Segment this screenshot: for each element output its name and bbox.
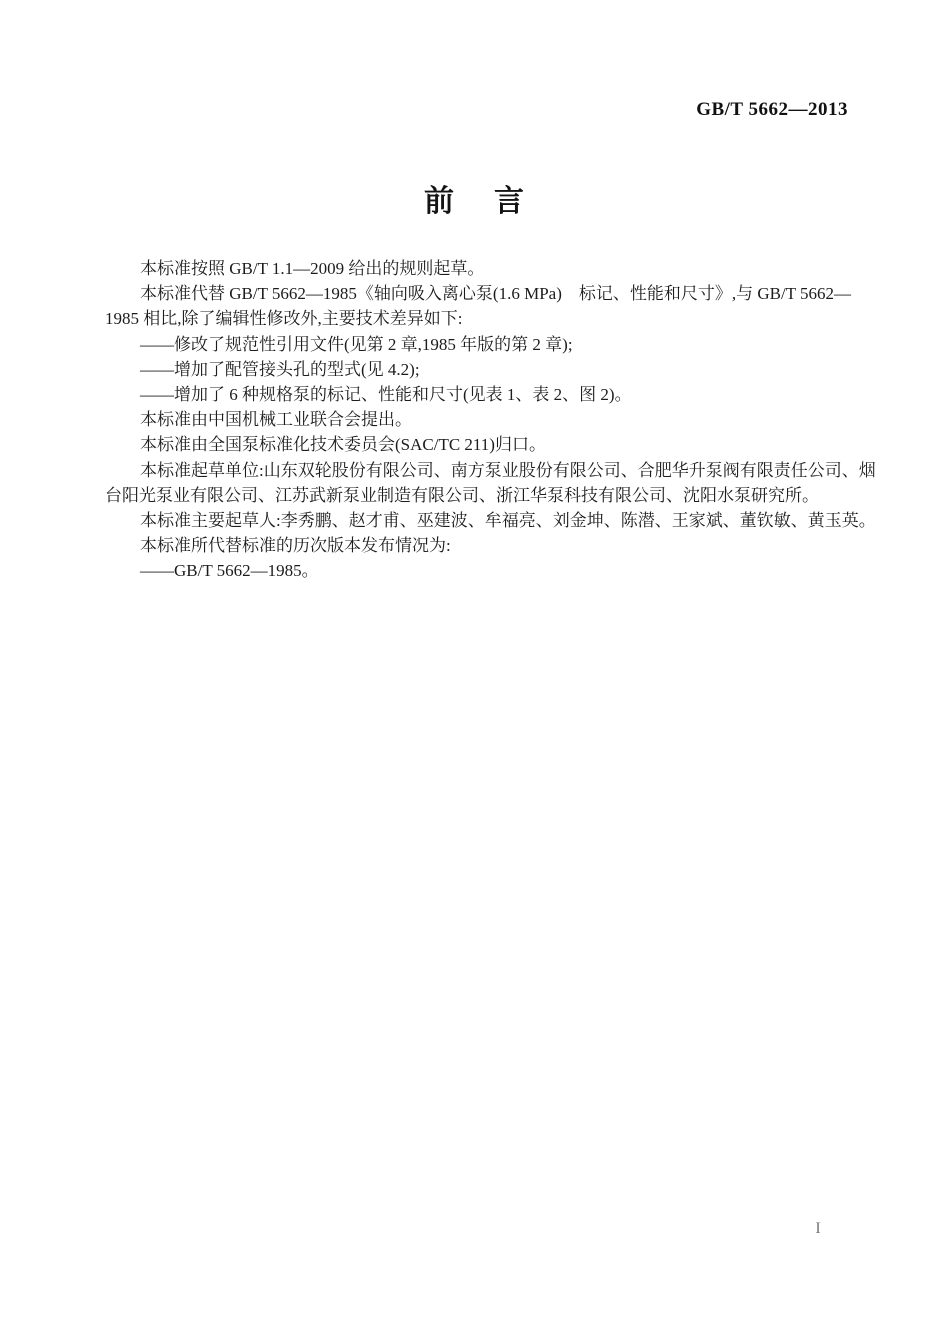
text-line: 本标准起草单位:山东双轮股份有限公司、南方泵业股份有限公司、合肥华升泵阀有限责任公司、烟	[140, 460, 876, 480]
text-line: ——增加了 6 种规格泵的标记、性能和尺寸(见表 1、表 2、图 2)。	[140, 385, 632, 405]
text-line: 本标准由全国泵标准化技术委员会(SAC/TC 211)归口。	[140, 435, 546, 455]
paragraph	[105, 357, 848, 382]
paragraph	[105, 382, 848, 407]
standard-number: GB/T 5662—2013	[696, 99, 848, 120]
text-line: 本标准主要起草人:李秀鹏、赵才甫、巫建波、牟福亮、刘金坤、陈潜、王家斌、董钦敏、黄玉英。	[140, 511, 876, 531]
document-body	[105, 256, 876, 584]
paragraph	[105, 558, 848, 583]
text-line: ——增加了配管接头孔的型式(见 4.2);	[140, 359, 420, 379]
text-line: 本标准由中国机械工业联合会提出。	[140, 410, 412, 430]
page-number: I	[815, 1220, 821, 1237]
text-line: 1985 相比,除了编辑性修改外,主要技术差异如下:	[105, 309, 463, 329]
text-line: 本标准代替 GB/T 5662—1985《轴向吸入离心泵(1.6 MPa) 标记、性能和尺寸》,与 GB/T 5662—	[140, 284, 852, 304]
paragraph	[105, 533, 848, 558]
text-line: 本标准按照 GB/T 1.1—2009 给出的规则起草。	[140, 259, 485, 278]
paragraph	[105, 332, 848, 357]
paragraph	[105, 256, 848, 281]
paragraph	[105, 432, 848, 457]
text-line: ——GB/T 5662—1985。	[140, 561, 319, 581]
text-line: ——修改了规范性引用文件(见第 2 章,1985 年版的第 2 章);	[140, 334, 573, 354]
paragraph	[105, 508, 876, 533]
text-line: 台阳光泵业有限公司、江苏武新泵业制造有限公司、浙江华泵科技有限公司、沈阳水泵研究所。	[105, 485, 819, 505]
paragraph	[105, 281, 852, 331]
page-title: 前 言	[424, 185, 529, 218]
paragraph	[105, 407, 848, 432]
text-line: 本标准所代替标准的历次版本发布情况为:	[140, 536, 451, 556]
paragraph	[105, 458, 876, 508]
